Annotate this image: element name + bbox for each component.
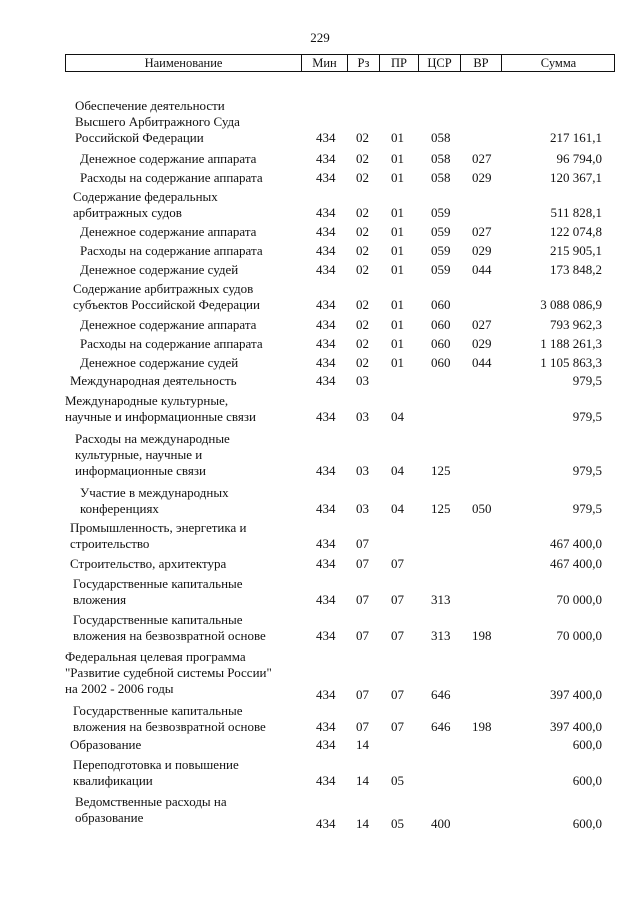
row-csr: 646 bbox=[431, 687, 451, 702]
row-csr: 060 bbox=[431, 336, 451, 351]
row-min: 434 bbox=[316, 592, 336, 607]
row-min: 434 bbox=[316, 297, 336, 312]
row-name-line: Ведомственные расходы на bbox=[75, 794, 227, 809]
row-min: 434 bbox=[316, 773, 336, 788]
row-sum: 1 188 261,3 bbox=[540, 336, 602, 351]
row-name-line: Расходы на содержание аппарата bbox=[80, 336, 263, 351]
row-rz: 03 bbox=[356, 409, 369, 424]
row-sum: 397 400,0 bbox=[550, 687, 602, 702]
row-name bbox=[65, 393, 256, 425]
header-sum: Сумма bbox=[501, 55, 615, 71]
row-rz: 02 bbox=[356, 224, 369, 239]
row-name-line: культурные, научные и bbox=[75, 447, 203, 462]
row-sum: 122 074,8 bbox=[550, 224, 602, 239]
row-rz: 14 bbox=[356, 816, 369, 831]
row-name bbox=[70, 520, 246, 552]
row-vr: 198 bbox=[472, 628, 492, 643]
row-name-line: вложения на безвозвратной основе bbox=[73, 719, 266, 734]
row-name-line: Строительство, архитектура bbox=[70, 556, 227, 571]
row-name-line: вложения на безвозвратной основе bbox=[73, 628, 266, 643]
row-pr: 04 bbox=[391, 409, 404, 424]
row-csr: 125 bbox=[431, 501, 451, 516]
row-csr: 058 bbox=[431, 130, 451, 145]
row-name-line: Государственные капитальные bbox=[73, 612, 243, 627]
row-min: 434 bbox=[316, 151, 336, 166]
row-min: 434 bbox=[316, 205, 336, 220]
row-name bbox=[75, 431, 230, 479]
row-name bbox=[73, 757, 239, 789]
table-row bbox=[0, 393, 640, 425]
table-row bbox=[0, 373, 640, 389]
row-sum: 70 000,0 bbox=[556, 592, 602, 607]
row-rz: 02 bbox=[356, 262, 369, 277]
row-pr: 01 bbox=[391, 205, 404, 220]
row-sum: 467 400,0 bbox=[550, 556, 602, 571]
row-vr: 027 bbox=[472, 317, 492, 332]
table-row bbox=[0, 485, 640, 517]
row-csr: 313 bbox=[431, 628, 451, 643]
row-rz: 07 bbox=[356, 592, 369, 607]
row-name-line: на 2002 - 2006 годы bbox=[65, 681, 174, 696]
row-sum: 600,0 bbox=[572, 816, 602, 831]
row-name-line: вложения bbox=[73, 592, 127, 607]
row-pr: 07 bbox=[391, 628, 404, 643]
table-row bbox=[0, 576, 640, 608]
row-name-line: арбитражных судов bbox=[73, 205, 182, 220]
table-row bbox=[0, 556, 640, 572]
row-name bbox=[73, 576, 243, 608]
row-csr: 058 bbox=[431, 151, 451, 166]
row-name bbox=[70, 737, 141, 753]
row-csr: 313 bbox=[431, 592, 451, 607]
row-sum: 96 794,0 bbox=[556, 151, 602, 166]
row-name-line: Денежное содержание аппарата bbox=[80, 151, 257, 166]
row-min: 434 bbox=[316, 501, 336, 516]
table-row bbox=[0, 649, 640, 703]
row-name-line: образование bbox=[75, 810, 144, 825]
table-row bbox=[0, 151, 640, 167]
row-sum: 979,5 bbox=[572, 463, 602, 478]
row-min: 434 bbox=[316, 243, 336, 258]
row-pr: 01 bbox=[391, 336, 404, 351]
row-name-line: Содержание арбитражных судов bbox=[73, 281, 254, 296]
row-rz: 02 bbox=[356, 297, 369, 312]
row-name bbox=[75, 794, 227, 826]
row-name-line: строительство bbox=[70, 536, 150, 551]
row-name-line: Денежное содержание судей bbox=[80, 262, 239, 277]
row-rz: 14 bbox=[356, 773, 369, 788]
row-min: 434 bbox=[316, 409, 336, 424]
row-min: 434 bbox=[316, 737, 336, 752]
row-sum: 1 105 863,3 bbox=[540, 355, 602, 370]
row-name bbox=[75, 98, 240, 146]
row-name-line: Государственные капитальные bbox=[73, 576, 243, 591]
row-sum: 793 962,3 bbox=[550, 317, 602, 332]
header-min: Мин bbox=[301, 55, 347, 71]
row-pr: 01 bbox=[391, 297, 404, 312]
row-sum: 173 848,2 bbox=[550, 262, 602, 277]
row-min: 434 bbox=[316, 317, 336, 332]
row-pr: 01 bbox=[391, 130, 404, 145]
row-min: 434 bbox=[316, 170, 336, 185]
page-number: 229 bbox=[310, 30, 330, 45]
table-row bbox=[0, 317, 640, 333]
row-name-line: Международные культурные, bbox=[65, 393, 229, 408]
row-pr: 01 bbox=[391, 243, 404, 258]
row-rz: 02 bbox=[356, 170, 369, 185]
row-csr: 060 bbox=[431, 297, 451, 312]
row-sum: 397 400,0 bbox=[550, 719, 602, 734]
row-name-line: Участие в международных bbox=[80, 485, 229, 500]
row-vr: 027 bbox=[472, 224, 492, 239]
row-sum: 600,0 bbox=[572, 737, 602, 752]
row-rz: 02 bbox=[356, 130, 369, 145]
row-csr: 400 bbox=[431, 816, 451, 831]
row-vr: 029 bbox=[472, 336, 492, 351]
row-sum: 979,5 bbox=[572, 409, 602, 424]
row-name-line: Высшего Арбитражного Суда bbox=[75, 114, 240, 129]
row-name-line: Федеральная целевая программа bbox=[65, 649, 246, 664]
row-sum: 979,5 bbox=[572, 373, 602, 388]
table-row bbox=[0, 98, 640, 146]
header-vr: ВР bbox=[460, 55, 501, 71]
row-name bbox=[80, 485, 229, 517]
row-vr: 044 bbox=[472, 262, 492, 277]
row-rz: 03 bbox=[356, 463, 369, 478]
row-name-line: Обеспечение деятельности bbox=[75, 98, 225, 113]
row-rz: 07 bbox=[356, 556, 369, 571]
row-csr: 125 bbox=[431, 463, 451, 478]
row-pr: 04 bbox=[391, 463, 404, 478]
row-name-line: Российской Федерации bbox=[75, 130, 204, 145]
row-pr: 01 bbox=[391, 262, 404, 277]
row-pr: 01 bbox=[391, 170, 404, 185]
row-rz: 02 bbox=[356, 151, 369, 166]
row-sum: 120 367,1 bbox=[550, 170, 602, 185]
row-rz: 07 bbox=[356, 687, 369, 702]
row-name-line: Образование bbox=[70, 737, 142, 752]
row-sum: 979,5 bbox=[572, 501, 602, 516]
header-rz: Рз bbox=[347, 55, 379, 71]
row-min: 434 bbox=[316, 628, 336, 643]
row-pr: 01 bbox=[391, 317, 404, 332]
table-row bbox=[0, 170, 640, 186]
row-sum: 215 905,1 bbox=[550, 243, 602, 258]
table-row bbox=[0, 737, 640, 753]
row-pr: 04 bbox=[391, 501, 404, 516]
row-min: 434 bbox=[316, 373, 336, 388]
header-csr: ЦСР bbox=[418, 55, 460, 71]
row-min: 434 bbox=[316, 719, 336, 734]
table-row bbox=[0, 520, 640, 552]
row-name bbox=[65, 649, 272, 697]
row-sum: 467 400,0 bbox=[550, 536, 602, 551]
row-sum: 70 000,0 bbox=[556, 628, 602, 643]
row-name-line: Денежное содержание судей bbox=[80, 355, 239, 370]
row-name bbox=[80, 170, 263, 186]
row-name-line: научные и информационные связи bbox=[65, 409, 256, 424]
table-row bbox=[0, 703, 640, 735]
table-row bbox=[0, 355, 640, 371]
row-name-line: Расходы на содержание аппарата bbox=[80, 243, 263, 258]
row-name-line: "Развитие судебной системы России" bbox=[65, 665, 272, 680]
row-min: 434 bbox=[316, 224, 336, 239]
row-name bbox=[80, 243, 263, 259]
row-name-line: Денежное содержание аппарата bbox=[80, 317, 257, 332]
row-sum: 217 161,1 bbox=[550, 130, 602, 145]
row-vr: 029 bbox=[472, 243, 492, 258]
table-row bbox=[0, 281, 640, 313]
row-name-line: Международная деятельность bbox=[70, 373, 237, 388]
row-name bbox=[73, 612, 266, 644]
row-sum: 511 828,1 bbox=[550, 205, 602, 220]
row-min: 434 bbox=[316, 262, 336, 277]
row-name bbox=[73, 189, 218, 221]
row-min: 434 bbox=[316, 556, 336, 571]
row-vr: 050 bbox=[472, 501, 492, 516]
row-name-line: Переподготовка и повышение bbox=[73, 757, 239, 772]
row-rz: 02 bbox=[356, 205, 369, 220]
row-min: 434 bbox=[316, 130, 336, 145]
row-name-line: конференциях bbox=[80, 501, 159, 516]
table-row bbox=[0, 224, 640, 240]
row-name-line: субъектов Российской Федерации bbox=[73, 297, 260, 312]
row-rz: 02 bbox=[356, 317, 369, 332]
row-min: 434 bbox=[316, 536, 336, 551]
row-rz: 07 bbox=[356, 628, 369, 643]
table-row bbox=[0, 757, 640, 789]
row-csr: 059 bbox=[431, 224, 451, 239]
row-csr: 059 bbox=[431, 243, 451, 258]
row-vr: 027 bbox=[472, 151, 492, 166]
row-pr: 07 bbox=[391, 719, 404, 734]
row-csr: 646 bbox=[431, 719, 451, 734]
row-vr: 044 bbox=[472, 355, 492, 370]
row-pr: 05 bbox=[391, 773, 404, 788]
row-rz: 02 bbox=[356, 355, 369, 370]
row-name-line: Расходы на международные bbox=[75, 431, 230, 446]
table-row bbox=[0, 431, 640, 479]
row-vr: 029 bbox=[472, 170, 492, 185]
row-rz: 14 bbox=[356, 737, 369, 752]
table-row bbox=[0, 336, 640, 352]
header-pr: ПР bbox=[379, 55, 418, 71]
row-pr: 07 bbox=[391, 687, 404, 702]
row-name-line: Содержание федеральных bbox=[73, 189, 218, 204]
row-name bbox=[70, 373, 237, 389]
row-name-line: Денежное содержание аппарата bbox=[80, 224, 257, 239]
row-name-line: информационные связи bbox=[75, 463, 206, 478]
row-name bbox=[80, 336, 263, 352]
table-row bbox=[0, 189, 640, 221]
table-row bbox=[0, 262, 640, 278]
row-pr: 05 bbox=[391, 816, 404, 831]
row-pr: 01 bbox=[391, 224, 404, 239]
row-pr: 01 bbox=[391, 151, 404, 166]
row-name bbox=[70, 556, 226, 572]
row-name bbox=[80, 151, 256, 167]
row-csr: 059 bbox=[431, 205, 451, 220]
row-name bbox=[73, 703, 266, 735]
row-pr: 07 bbox=[391, 592, 404, 607]
row-csr: 060 bbox=[431, 355, 451, 370]
row-sum: 3 088 086,9 bbox=[540, 297, 602, 312]
row-rz: 03 bbox=[356, 373, 369, 388]
row-name-line: Расходы на содержание аппарата bbox=[80, 170, 263, 185]
table-header bbox=[65, 54, 615, 72]
row-csr: 060 bbox=[431, 317, 451, 332]
row-rz: 03 bbox=[356, 501, 369, 516]
row-name bbox=[80, 224, 256, 240]
header-name: Наименование bbox=[144, 56, 223, 70]
row-pr: 07 bbox=[391, 556, 404, 571]
row-vr: 198 bbox=[472, 719, 492, 734]
row-pr: 01 bbox=[391, 355, 404, 370]
row-name-line: квалификации bbox=[73, 773, 153, 788]
row-name bbox=[80, 355, 238, 371]
row-name bbox=[73, 281, 260, 313]
row-csr: 058 bbox=[431, 170, 451, 185]
row-rz: 02 bbox=[356, 243, 369, 258]
row-min: 434 bbox=[316, 463, 336, 478]
table-row bbox=[0, 794, 640, 832]
row-min: 434 bbox=[316, 355, 336, 370]
table-row bbox=[0, 243, 640, 259]
row-name-line: Государственные капитальные bbox=[73, 703, 243, 718]
row-min: 434 bbox=[316, 336, 336, 351]
row-name-line: Промышленность, энергетика и bbox=[70, 520, 247, 535]
table-row bbox=[0, 612, 640, 644]
row-csr: 059 bbox=[431, 262, 451, 277]
row-min: 434 bbox=[316, 816, 336, 831]
row-rz: 02 bbox=[356, 336, 369, 351]
row-rz: 07 bbox=[356, 719, 369, 734]
row-name bbox=[80, 262, 238, 278]
row-sum: 600,0 bbox=[572, 773, 602, 788]
row-min: 434 bbox=[316, 687, 336, 702]
row-name bbox=[80, 317, 256, 333]
row-rz: 07 bbox=[356, 536, 369, 551]
